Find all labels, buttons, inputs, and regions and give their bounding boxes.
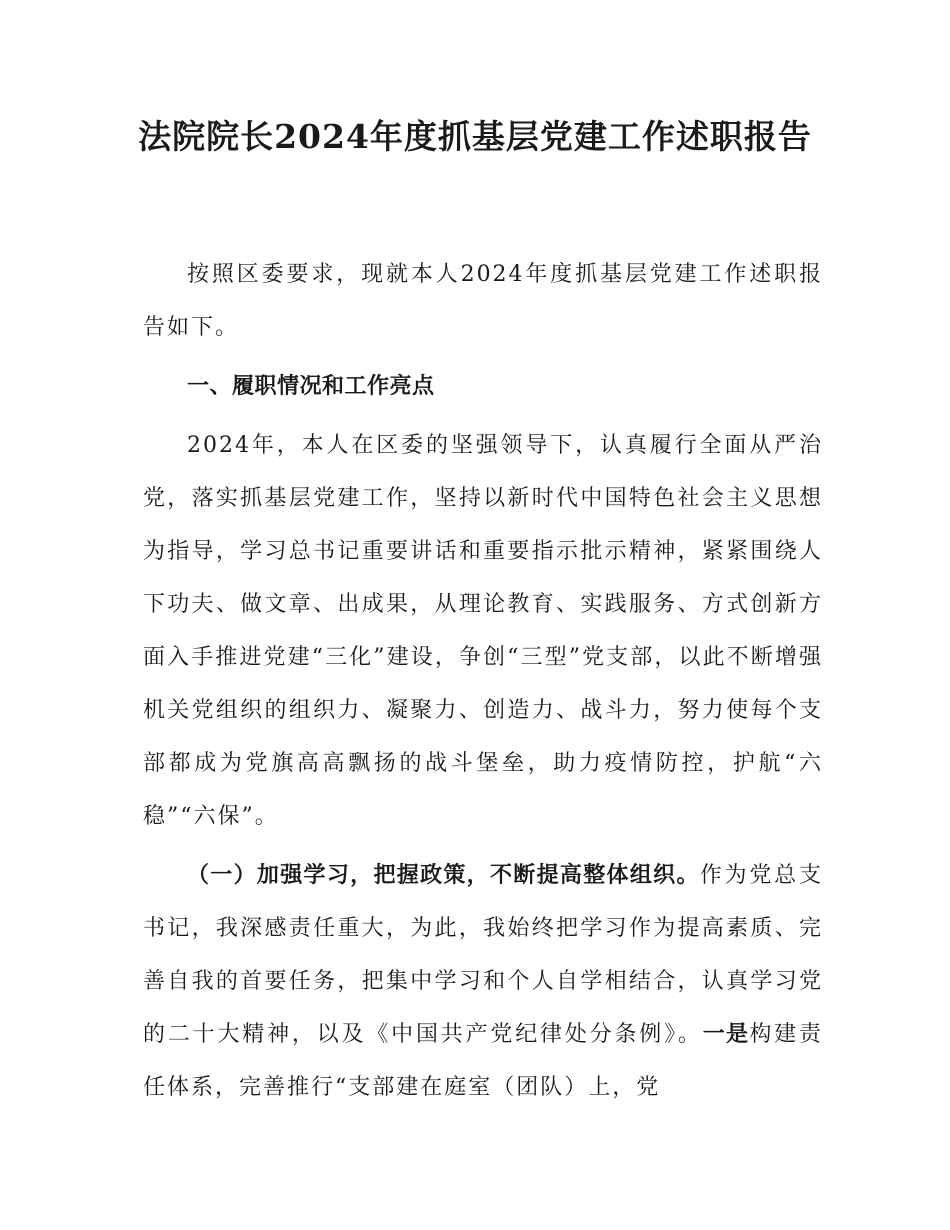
section1-paragraph: 2024年，本人在区委的坚强领导下，认真履行全面从严治党，落实抓基层党建工作，坚持以新时代中国特色社会主义思想为指导，学习总书记重要讲话和重要指示批示精神，紧紧围绕人下功夫、做文章、出成果，从理论教育、实践服务、方式创新方面入手推进党建“三化”建设，争创“三型”党支部，以此不断增强机关党组织的组织力、凝聚力、创造力、战斗力，努力使每个支部都成为党旗高高飘扬的战斗堡垒，助力疫情防控，护航“六稳”“六保”。	[143, 433, 823, 829]
section-heading-1: 一、履职情况和工作亮点	[187, 374, 435, 399]
document-body	[143, 248, 823, 1114]
subsection1-paragraph	[143, 849, 823, 1114]
subsection1-heading: （一）加强学习，把握政策，不断提高整体组织。	[187, 863, 700, 888]
intro-paragraph: 按照区委要求，现就本人2024年度抓基层党建工作述职报告如下。	[143, 262, 823, 340]
document-title: 法院院长2024年度抓基层党建工作述职报告	[138, 117, 812, 156]
point1-lead: 一是	[702, 1022, 750, 1047]
subsection1-text: 作为党总支书记，我深感责任重大，为此，我始终把学习作为提高素质、完善自我的首要任务，把集中学习和个人自学相结合，认真学习党的二十大精神，以及《中国共产党纪律处分条例》。	[143, 863, 823, 1047]
point1-text: 构建责任体系，完善推行“支部建在庭室（团队）上，党	[143, 1022, 823, 1100]
